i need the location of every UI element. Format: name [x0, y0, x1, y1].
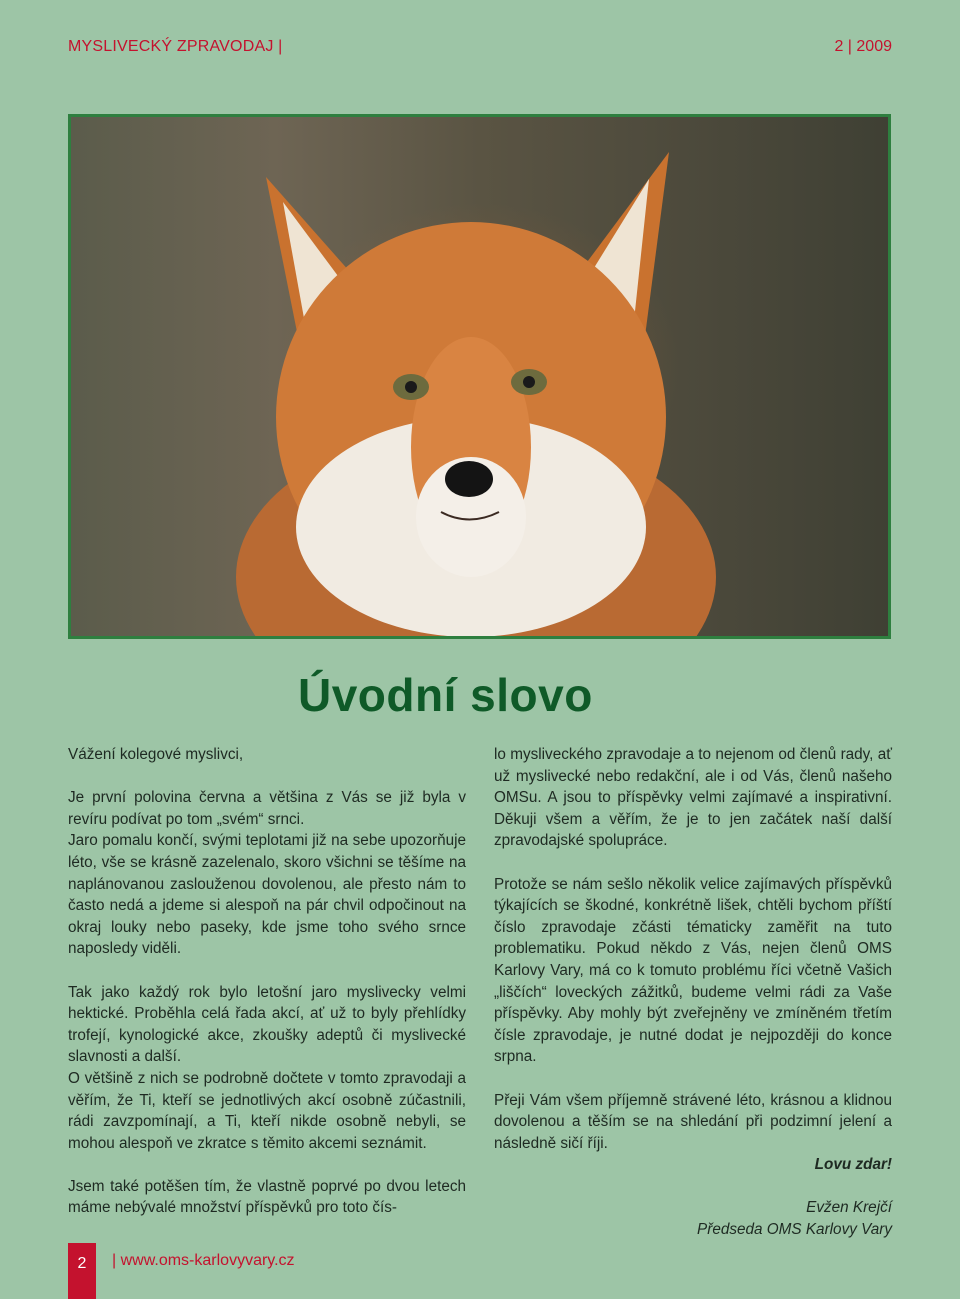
paragraph: Přeji Vám všem příjemně strávené léto, krásnou a klidnou dovolenou a těším se na shledání při podzimní jelení a následně sičí říji. [494, 1091, 892, 1152]
website-link[interactable]: | www.oms-karlovyvary.cz [112, 1252, 295, 1269]
page-title: Úvodní slovo [298, 669, 593, 721]
signature-name: Evžen Krejčí [806, 1199, 892, 1217]
fox-photo [68, 114, 891, 639]
paragraph: O většině z nich se podrobně dočtete v tomto zpravodaji a věřím, že Ti, kteří se jednotlivých akcí osobně zúčastnili, rádi zavzpomínají, a Ti, kteří nikde osobně nebyli, se mohou alespoň ve zkratce s těmito akcemi seznámit. [68, 1069, 466, 1152]
paragraph: Protože se nám sešlo několik velice zajímavých příspěvků týkajících se škodné, konkrétně lišek, chtěli bychom příští číslo zpravodaje zčásti tématicky zaměřit na tuto problematiku. Pokud někdo z Vás, nejen členů OMS Karlovy Vary, má co k tomuto problému říci včetně Vašich „liščích“ loveckých zážitků, budeme velmi rádi za Vaše příspěvky. Aby mohly být zveřejněny ve zmíněném třetím čísle zpravodaje, je nutné dodat je nejpozději do konce srpna. [494, 875, 892, 1066]
paragraph: lo mysliveckého zpravodaje a to nejenom od členů rady, ať už myslivecké nebo redakční, ale i od Vás, členů našeho OMSu. A jsou to příspěvky velmi zajímavé a inspirativní. Děkuji všem a věřím, že je to jen začátek naší další zpravodajské spolupráce. [494, 746, 892, 850]
right-column [494, 744, 892, 1241]
publication-title: MYSLIVECKÝ ZPRAVODAJ | [68, 38, 283, 55]
paragraph: Jsem také potěšen tím, že vlastně poprvé po dvou letech máme nebývalé množství příspěvků pro toto čís- [68, 1177, 466, 1217]
salutation: Vážení kolegové myslivci, [68, 746, 244, 763]
paragraph: Jaro pomalu končí, svými teplotami již na sebe upozorňuje léto, vše se krásně zazelenalo, skoro všichni se těšíme na naplánovanou zaslouženou dovolenou, ale přesto nám to často nedá a jdeme si alespoň na pár chvil odpočinout na okraj louky nebo paseky, kde jsme toho svého srnce naposledy viděli. [68, 832, 466, 958]
closing-greeting: Lovu zdar! [814, 1156, 892, 1174]
left-column [68, 744, 466, 1219]
paragraph: Je první polovina června a většina z Vás se již byla v revíru podívat po tom „svém“ srnci. [68, 789, 466, 828]
paragraph: Tak jako každý rok bylo letošní jaro myslivecky velmi hektické. Proběhla celá řada akcí, ať už to byly přehlídky trofejí, kynologické akce, zkoušky adeptů či myslivecké slavnosti a další. [68, 983, 466, 1066]
issue-number: 2 | 2009 [834, 38, 892, 55]
page-number: 2 [68, 1243, 96, 1299]
fox-illustration [71, 117, 888, 636]
signature-role: Předseda OMS Karlovy Vary [697, 1221, 892, 1239]
